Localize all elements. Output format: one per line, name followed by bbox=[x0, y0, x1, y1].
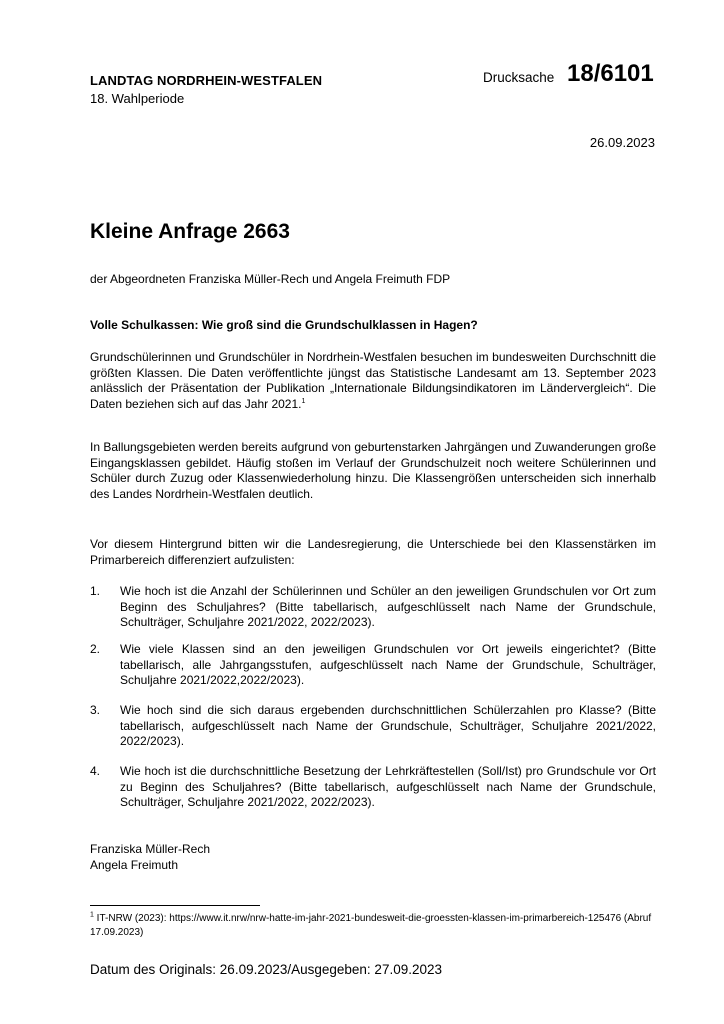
document-date: 26.09.2023 bbox=[589, 135, 655, 150]
question-text: Wie hoch sind die sich daraus ergebenden durchschnittlichen Schülerzahlen pro Klasse? (Bitte tabellarisch, aufgeschlüsselt nach Name der Grundschule, Schulträger, Schuljahre 2021/2022, 2022/2023). bbox=[120, 703, 656, 749]
question-text: Wie hoch ist die durchschnittliche Besetzung der Lehrkräftestellen (Soll/Ist) pro Grundschule vor Ort zu Beginn des Schuljahres? (Bitte tabellarisch, aufgeschlüsselt nach Name der Grundschule, Schulträger, Schuljahre 2021/2022, 2022/2023). bbox=[120, 764, 656, 810]
footnote bbox=[90, 912, 656, 939]
footnote-mark: 1 bbox=[90, 911, 94, 919]
signature-name: Angela Freimuth bbox=[90, 858, 179, 872]
question-item bbox=[90, 764, 656, 811]
parliament-name: LANDTAG NORDRHEIN-WESTFALEN bbox=[90, 73, 323, 88]
drucksache-label: Drucksache bbox=[483, 70, 555, 85]
publication-dates: Datum des Originals: 26.09.2023/Ausgegeben: 27.09.2023 bbox=[90, 962, 443, 977]
question-text: Wie viele Klassen sind an den jeweiligen Grundschulen vor Ort jeweils eingerichtet? (Bitte tabellarisch, alle Jahrgangsstufen, aufgeschlüsselt nach Name der Grundschule, Schulträger, Schuljahre 2021/2022,2022/2023). bbox=[120, 642, 656, 688]
document-title: Kleine Anfrage 2663 bbox=[90, 220, 290, 243]
footnote-reference: 1 bbox=[301, 397, 306, 405]
question-text: Wie hoch ist die Anzahl der Schülerinnen und Schüler an den jeweiligen Grundschulen vor Ort zum Beginn des Schuljahres? (Bitte tabellarisch, aufgeschlüsselt nach Name der Grundschule, Schulträger, Schuljahre 2021/2022, 2022/2023). bbox=[120, 584, 656, 630]
drucksache-number: 18/6101 bbox=[567, 60, 654, 87]
question-number: 4. bbox=[90, 764, 101, 778]
question-number: 2. bbox=[90, 642, 101, 656]
paragraph-context: In Ballungsgebieten werden bereits aufgrund von geburtenstarken Jahrgängen und Zuwanderungen große Eingangsklassen gebildet. Häufig stoßen im Verlauf der Grundschulzeit noch weitere Schülerinnen und Schüler durch Zuzug oder Klassenwiederholung hinzu. Die Klassengrößen unterscheiden sich innerhalb des Landes Nordrhein-Westfalen deutlich. bbox=[90, 440, 656, 501]
question-item bbox=[90, 642, 656, 689]
paragraph-intro-text: Grundschülerinnen und Grundschüler in Nordrhein-Westfalen besuchen im bundesweiten Durchschnitt die größten Klassen. Die Daten veröffentlichte jüngst das Statistische Landesamt am 13. September 2023 anlässlich der Präsentation der Publikation „Internationale Bildungsindikatoren im Ländervergleich“. Die Daten beziehen sich auf das Jahr 2021. bbox=[90, 350, 656, 411]
question-item bbox=[90, 703, 656, 750]
authors-line: der Abgeordneten Franziska Müller-Rech und Angela Freimuth FDP bbox=[90, 272, 451, 286]
subject-line: Volle Schulkassen: Wie groß sind die Grundschulklassen in Hagen? bbox=[90, 318, 478, 332]
footnote-divider bbox=[90, 905, 260, 906]
paragraph-request: Vor diesem Hintergrund bitten wir die Landesregierung, die Unterschiede bei den Klassenstärken im Primarbereich differenziert aufzulisten: bbox=[90, 537, 656, 567]
question-item bbox=[90, 584, 656, 631]
question-number: 3. bbox=[90, 703, 101, 717]
paragraph-intro bbox=[90, 350, 656, 412]
question-number: 1. bbox=[90, 584, 101, 598]
footnote-text: IT-NRW (2023): https://www.it.nrw/nrw-hatte-im-jahr-2021-bundesweit-die-groessten-klassen-im-primarbereich-125476 (Abruf 17.09.2023) bbox=[90, 913, 652, 938]
legislative-period: 18. Wahlperiode bbox=[90, 91, 185, 106]
signature-name: Franziska Müller-Rech bbox=[90, 842, 211, 856]
